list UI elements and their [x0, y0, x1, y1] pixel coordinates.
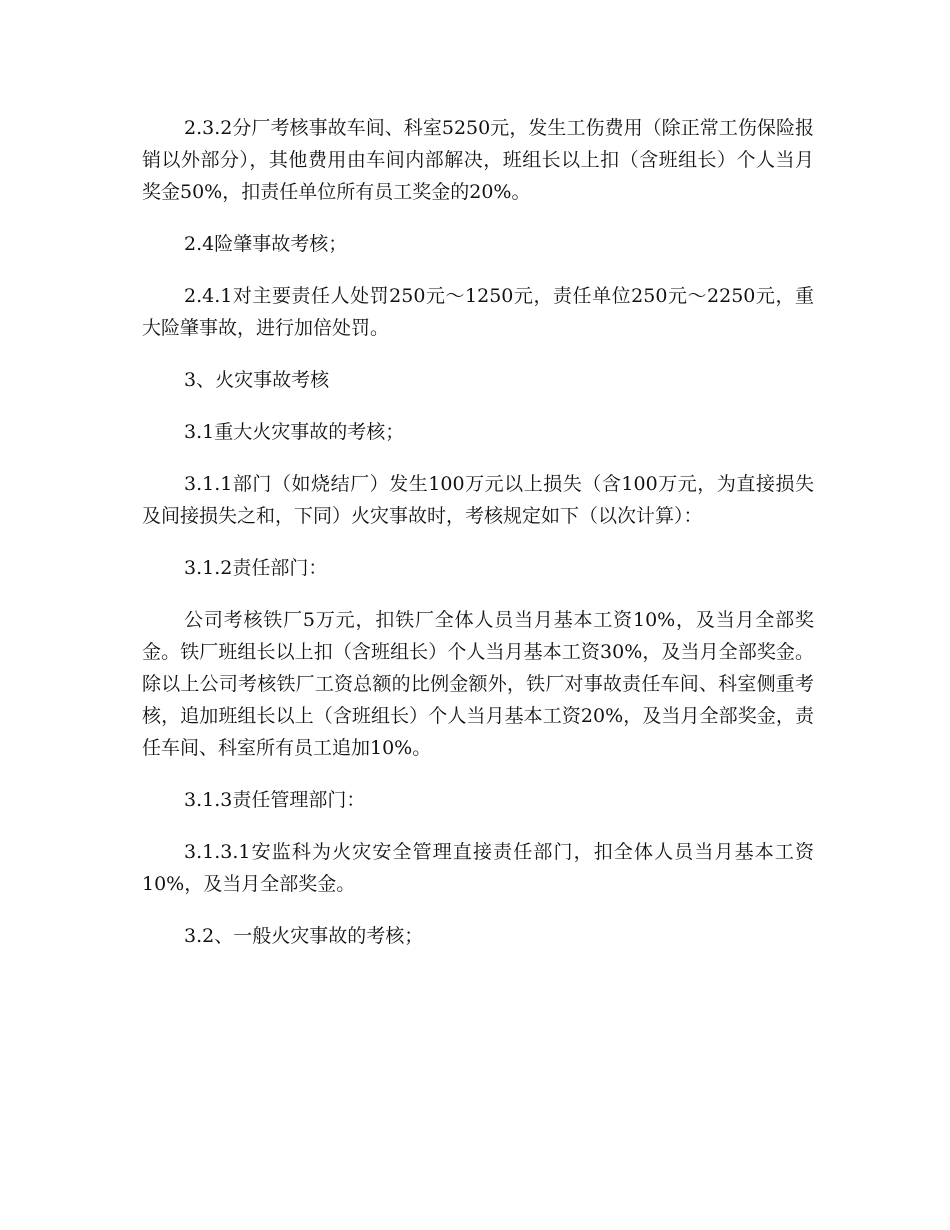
paragraph-3-1-heading: 3.1重大火灾事故的考核； — [184, 421, 405, 443]
document-page — [142, 112, 814, 952]
paragraph-3-1-3-heading: 3.1.3责任管理部门： — [184, 789, 366, 811]
paragraph-2-4-heading: 2.4险肇事故考核； — [184, 233, 348, 255]
paragraph-2-4-1: 2.4.1对主要责任人处罚250元～1250元，责任单位250元～2250元，重大险肇事故，进行加倍处罚。 — [142, 285, 814, 339]
paragraph-2-3-2: 2.3.2分厂考核事故车间、科室5250元，发生工伤费用（除正常工伤保险报销以外部分），其他费用由车间内部解决，班组长以上扣（含班组长）个人当月奖金50%，扣责任单位所有员工奖金的20%。 — [142, 117, 814, 203]
paragraph-3-1-1: 3.1.1部门（如烧结厂）发生100万元以上损失（含100万元，为直接损失及间接损失之和，下同）火灾事故时，考核规定如下（以次计算）： — [142, 473, 814, 527]
paragraph-3-heading: 3、火灾事故考核 — [184, 369, 330, 391]
paragraph-3-1-2-heading: 3.1.2责任部门： — [184, 557, 328, 579]
paragraph-3-1-3-1: 3.1.3.1安监科为火灾安全管理直接责任部门，扣全体人员当月基本工资10%，及当月全部奖金。 — [142, 841, 814, 895]
paragraph-3-2-heading: 3.2、一般火灾事故的考核； — [184, 925, 424, 947]
paragraph-responsible-dept: 公司考核铁厂5万元，扣铁厂全体人员当月基本工资10%，及当月全部奖金。铁厂班组长以上扣（含班组长）个人当月基本工资30%，及当月全部奖金。除以上公司考核铁厂工资总额的比例金额外，铁厂对事故责任车间、科室侧重考核，追加班组长以上（含班组长）个人当月基本工资20%，及当月全部奖金，责任车间、科室所有员工追加10%。 — [142, 609, 814, 759]
